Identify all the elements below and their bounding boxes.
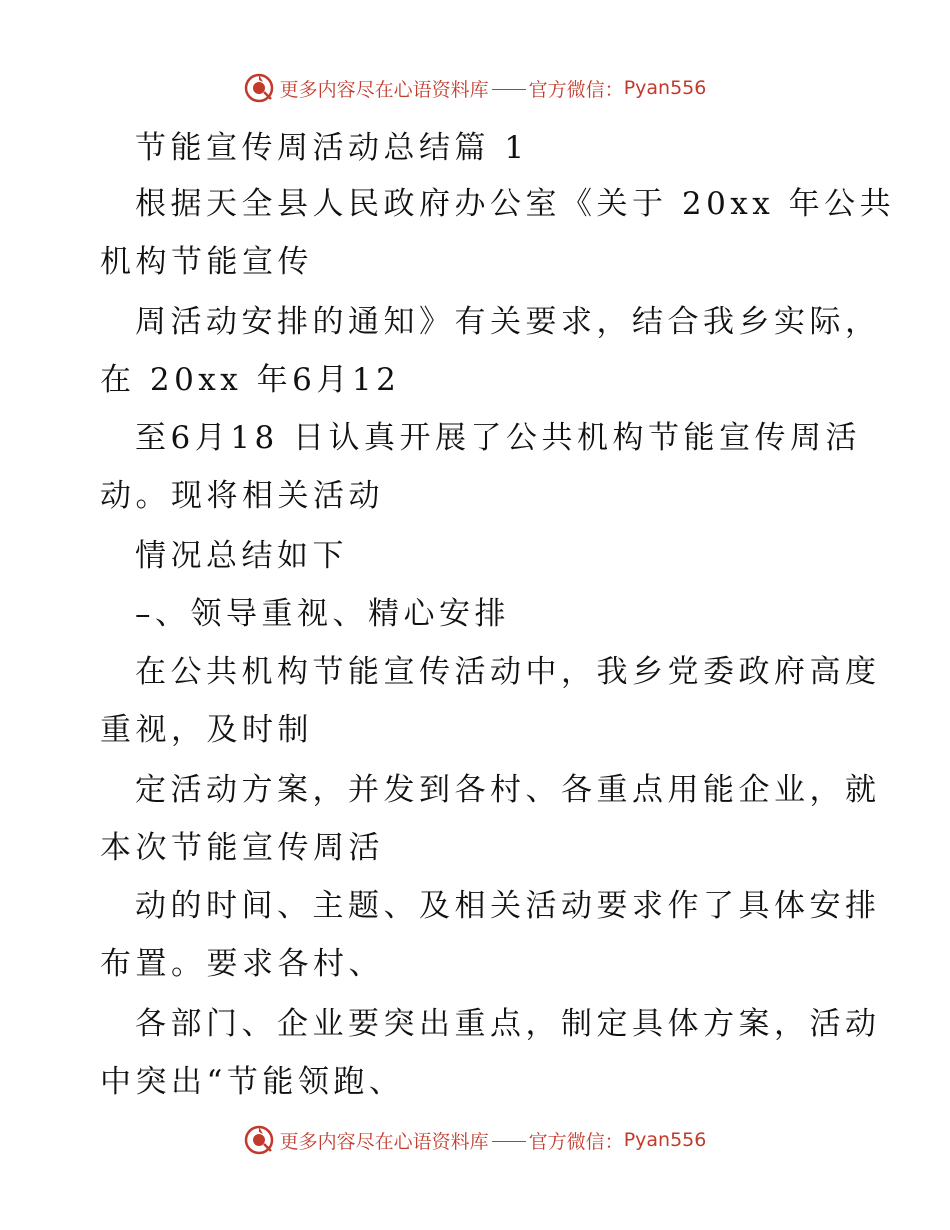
text-line: 根据天全县人民政府办公室《关于 20xx 年公共	[135, 186, 896, 222]
watermark-official: 官方微信：	[528, 1130, 624, 1153]
watermark-divider	[492, 89, 526, 90]
text-line: 中突出“节能领跑、	[100, 1064, 405, 1100]
text-line: 在 20xx 年6月12	[100, 362, 401, 398]
watermark-footer	[0, 1120, 950, 1160]
text-line: 动。现将相关活动	[100, 478, 384, 514]
section-heading: –、领导重视、精心安排	[135, 596, 510, 632]
watermark-text: 更多内容尽在心语资料库	[279, 78, 489, 101]
text-line: 情况总结如下	[135, 538, 348, 574]
watermark-official: 官方微信：	[528, 78, 624, 101]
watermark-header	[0, 68, 950, 108]
text-line: 在公共机构节能宣传活动中，我乡党委政府高度	[135, 654, 881, 690]
watermark-divider	[492, 1141, 526, 1142]
text-line: 重视，及时制	[100, 712, 313, 748]
text-line: 本次节能宣传周活	[100, 830, 384, 866]
watermark-account: Pyan556	[623, 77, 707, 99]
text-line: 机构节能宣传	[100, 244, 313, 280]
text-line: 定活动方案，并发到各村、各重点用能企业，就	[135, 772, 881, 808]
watermark-account: Pyan556	[623, 1129, 707, 1151]
logo-icon	[244, 1125, 274, 1155]
text-line: 至6月18 日认真开展了公共机构节能宣传周活	[135, 420, 862, 456]
text-line: 动的时间、主题、及相关活动要求作了具体安排	[135, 888, 881, 924]
watermark-text: 更多内容尽在心语资料库	[279, 1130, 489, 1153]
document-title: 节能宣传周活动总结篇 1	[135, 130, 529, 166]
text-line: 各部门、企业要突出重点，制定具体方案，活动	[135, 1006, 881, 1042]
text-line: 周活动安排的通知》有关要求，结合我乡实际，	[135, 304, 881, 340]
logo-icon	[244, 73, 274, 103]
text-line: 布置。要求各村、	[100, 946, 384, 982]
